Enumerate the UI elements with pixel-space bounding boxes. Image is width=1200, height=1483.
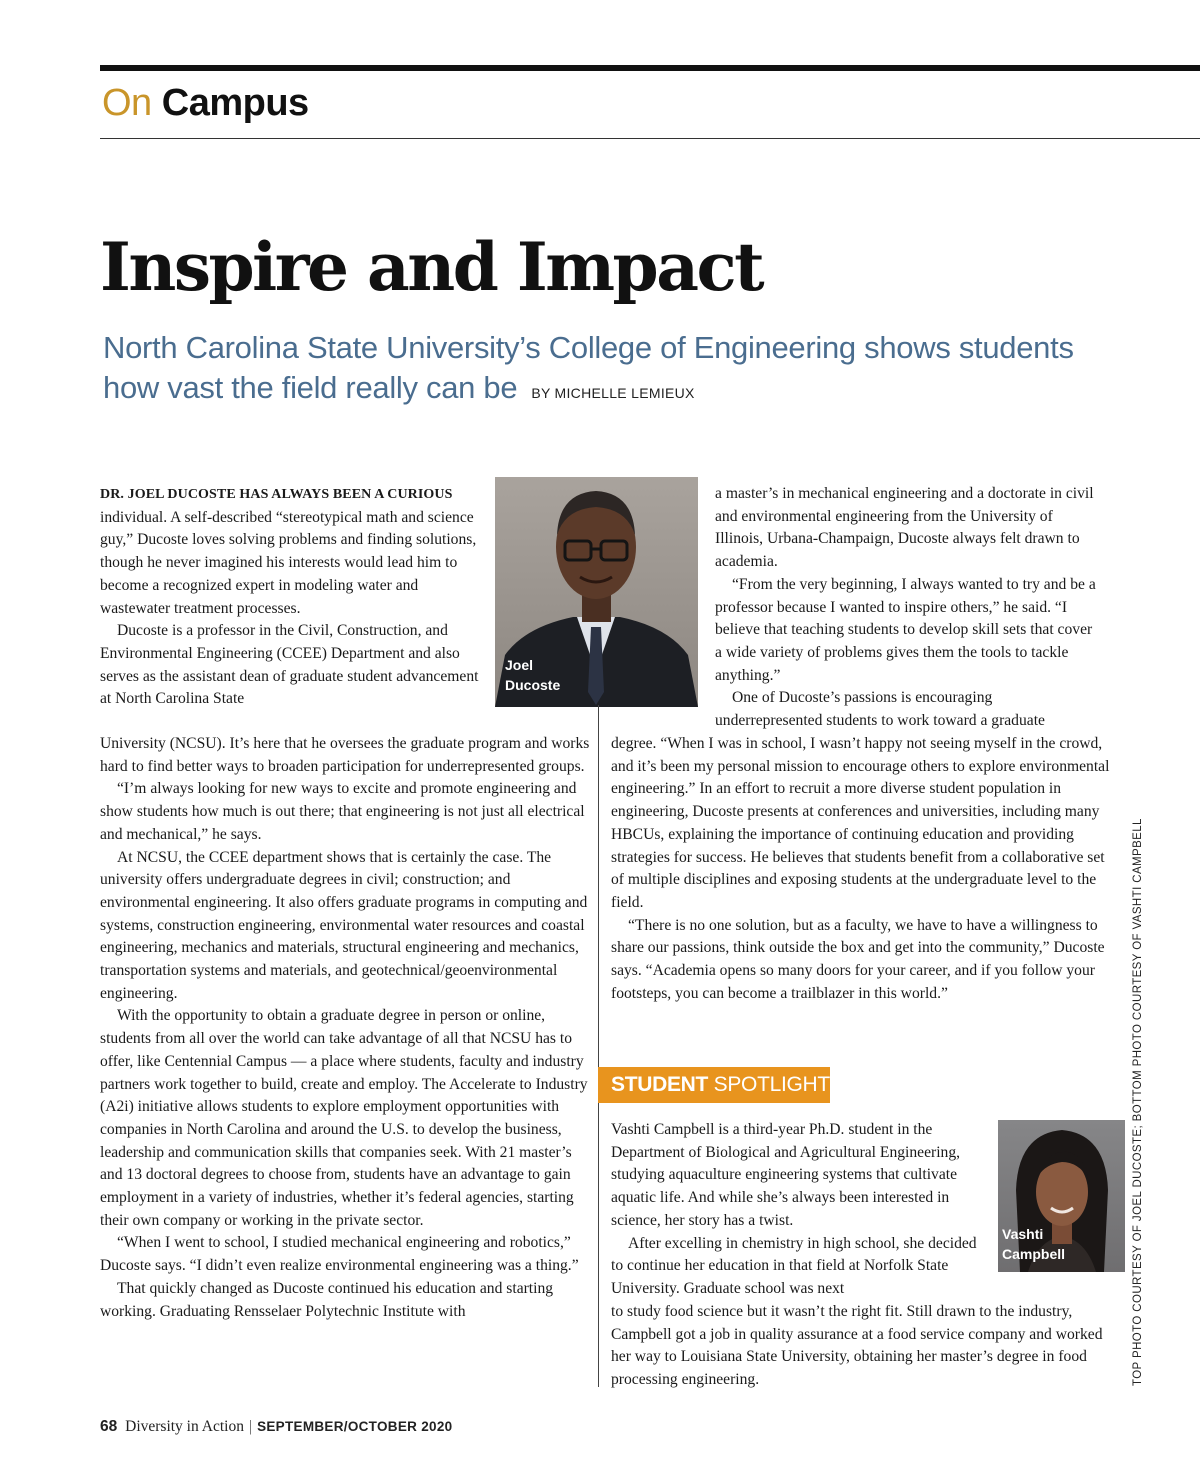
header-rule	[100, 138, 1200, 139]
column-b-bottom	[611, 733, 1111, 1005]
paragraph-c1: Vashti Campbell is a third-year Ph.D. student in the Department of Biological and Agricultural Engineering, studying aquaculture engineering systems that cultivate aquatic life. And while she’s always been interested in science, her story has a twist.	[611, 1121, 961, 1229]
paragraph-4: At NCSU, the CCEE department shows that is certainly the case. The university offers undergraduate degrees in civil; construction; and environmental engineering. It also offers graduate programs in computing and systems, construction engineering, environmental water resources and coastal engineering, mechanics and materials, structural engineering and mechanics, transportation systems and materials, and geotechnical/geoenvironmental engineering.	[100, 848, 588, 1002]
student-spotlight-banner	[598, 1067, 830, 1103]
paragraph-b2: “From the very beginning, I always wanted to try and be a professor because I wanted to inspire others,” he said. “I believe that teaching students to develop skill sets that cover a wide variety of problems gives them the tools to tackle anything.”	[715, 575, 1096, 684]
paragraph-1-text: individual. A self-described “stereotypical math and science guy,” Ducoste loves solving problems and finding solutions, though he never imagined his interests would lead him to become a recognized expert in modeling water and wastewater treatment processes.	[100, 508, 477, 617]
section-on: On	[102, 82, 152, 124]
spotlight-label-student: STUDENT	[611, 1073, 709, 1096]
photo-joel-ducoste	[495, 477, 698, 707]
top-rule	[100, 65, 1200, 71]
column-a-bottom	[100, 733, 590, 1323]
photo-vashti-campbell	[998, 1120, 1125, 1272]
column-a-top	[100, 483, 485, 711]
page-footer	[100, 1418, 452, 1436]
paragraph-b3-start: One of Ducoste’s passions is encouraging underrepresented students to work toward a graduate	[715, 689, 1045, 730]
paragraph-3: “I’m always looking for new ways to excite and promote engineering and show students how much is out there; that engineering is not just all electrical and mechanical,” he says.	[100, 780, 585, 843]
lead-in: DR. JOEL DUCOSTE HAS ALWAYS BEEN A CURIOUS	[100, 487, 453, 502]
paragraph-7: That quickly changed as Ducoste continued his education and starting working. Graduating Rensselaer Polytechnic Institute with	[100, 1279, 554, 1320]
page-number: 68	[100, 1418, 118, 1435]
paragraph-2-start: Ducoste is a professor in the Civil, Construction, and Environmental Engineering (CCEE) Department and also serves as the assistant dean of graduate student advancement at North Carolina State	[100, 622, 479, 708]
column-c-bottom	[611, 1301, 1111, 1392]
section-campus: Campus	[161, 82, 309, 124]
paragraph-b3-end: degree. “When I was in school, I wasn’t happy not seeing myself in the crowd, and it’s been my personal mission to encourage others to explore environmental engineering.” In an effort to recruit a more diverse student population in engineering, Ducoste presents at conferences and universities, including many HBCUs, explaining the importance of continuing education and providing strategies for success. He believes that students benefit from a collaborative set of multiple disciplines and exposing students at the undergraduate level to the field.	[611, 735, 1110, 911]
article-subtitle	[103, 328, 1083, 413]
paragraph-b1: a master’s in mechanical engineering and a doctorate in civil and environmental engineering from the University of Illinois, Urbana-Champaign, Ducoste always felt drawn to academia.	[715, 485, 1094, 571]
issue-date: SEPTEMBER/OCTOBER 2020	[257, 1419, 453, 1434]
section-header	[102, 82, 309, 125]
paragraph-2-end: University (NCSU). It’s here that he oversees the graduate program and works hard to find better ways to broaden participation for underrepresented groups.	[100, 735, 590, 775]
paragraph-b4: “There is no one solution, but as a faculty, we have to have a willingness to share our passions, think outside the box and get into the community,” Ducoste says. “Academia opens so many doors for your career, and if you follow your footsteps, you can become a trailblazer in this world.”	[611, 916, 1105, 1002]
paragraph-1	[100, 483, 485, 620]
caption-joel: Joel Ducoste	[505, 657, 561, 693]
magazine-name: Diversity in Action	[125, 1418, 244, 1435]
paragraph-5: With the opportunity to obtain a graduate degree in person or online, students from all over the world can take advantage of all that NCSU has to offer, like Centennial Campus — a place where students, faculty and industry partners work together to build, create and employ. The Accelerate to Industry (A2i) initiative allows students to explore employment opportunities with companies in North Carolina and around the U.S. to develop the business, leadership and communication skills that companies seek. With 21 master’s and 13 doctoral degrees to choose from, students have an advantage to gain employment in a variety of industries, whether it’s federal agencies, starting their own company or working in the private sector.	[100, 1007, 588, 1229]
paragraph-6: “When I went to school, I studied mechanical engineering and robotics,” Ducoste says. “I didn’t even realize environmental engineering was a thing.”	[100, 1234, 579, 1275]
column-b-top	[715, 483, 1100, 733]
spotlight-label-spotlight: SPOTLIGHT	[713, 1073, 830, 1096]
caption-vashti: Vashti Campbell	[1002, 1226, 1066, 1262]
article-title: Inspire and Impact	[100, 228, 763, 306]
footer-separator: |	[248, 1418, 253, 1435]
byline: BY MICHELLE LEMIEUX	[531, 385, 695, 401]
column-c-top	[611, 1119, 981, 1301]
paragraph-c2-end: to study food science but it wasn’t the right fit. Still drawn to the industry, Campbell got a job in quality assurance at a food service company and worked her way to Louisiana State University, obtaining her master’s degree in food processing engineering.	[611, 1303, 1103, 1389]
photo-credit: TOP PHOTO COURTESY OF JOEL DUCOSTE; BOTTOM PHOTO COURTESY OF VASHTI CAMPBELL	[1132, 818, 1144, 1386]
subtitle-text: North Carolina State University’s College of Engineering shows students how vast the field really can be	[103, 330, 1074, 405]
paragraph-c2-start: After excelling in chemistry in high school, she decided to continue her education in that field at Norfolk State University. Graduate school was next	[611, 1234, 977, 1297]
column-divider	[598, 705, 599, 1387]
